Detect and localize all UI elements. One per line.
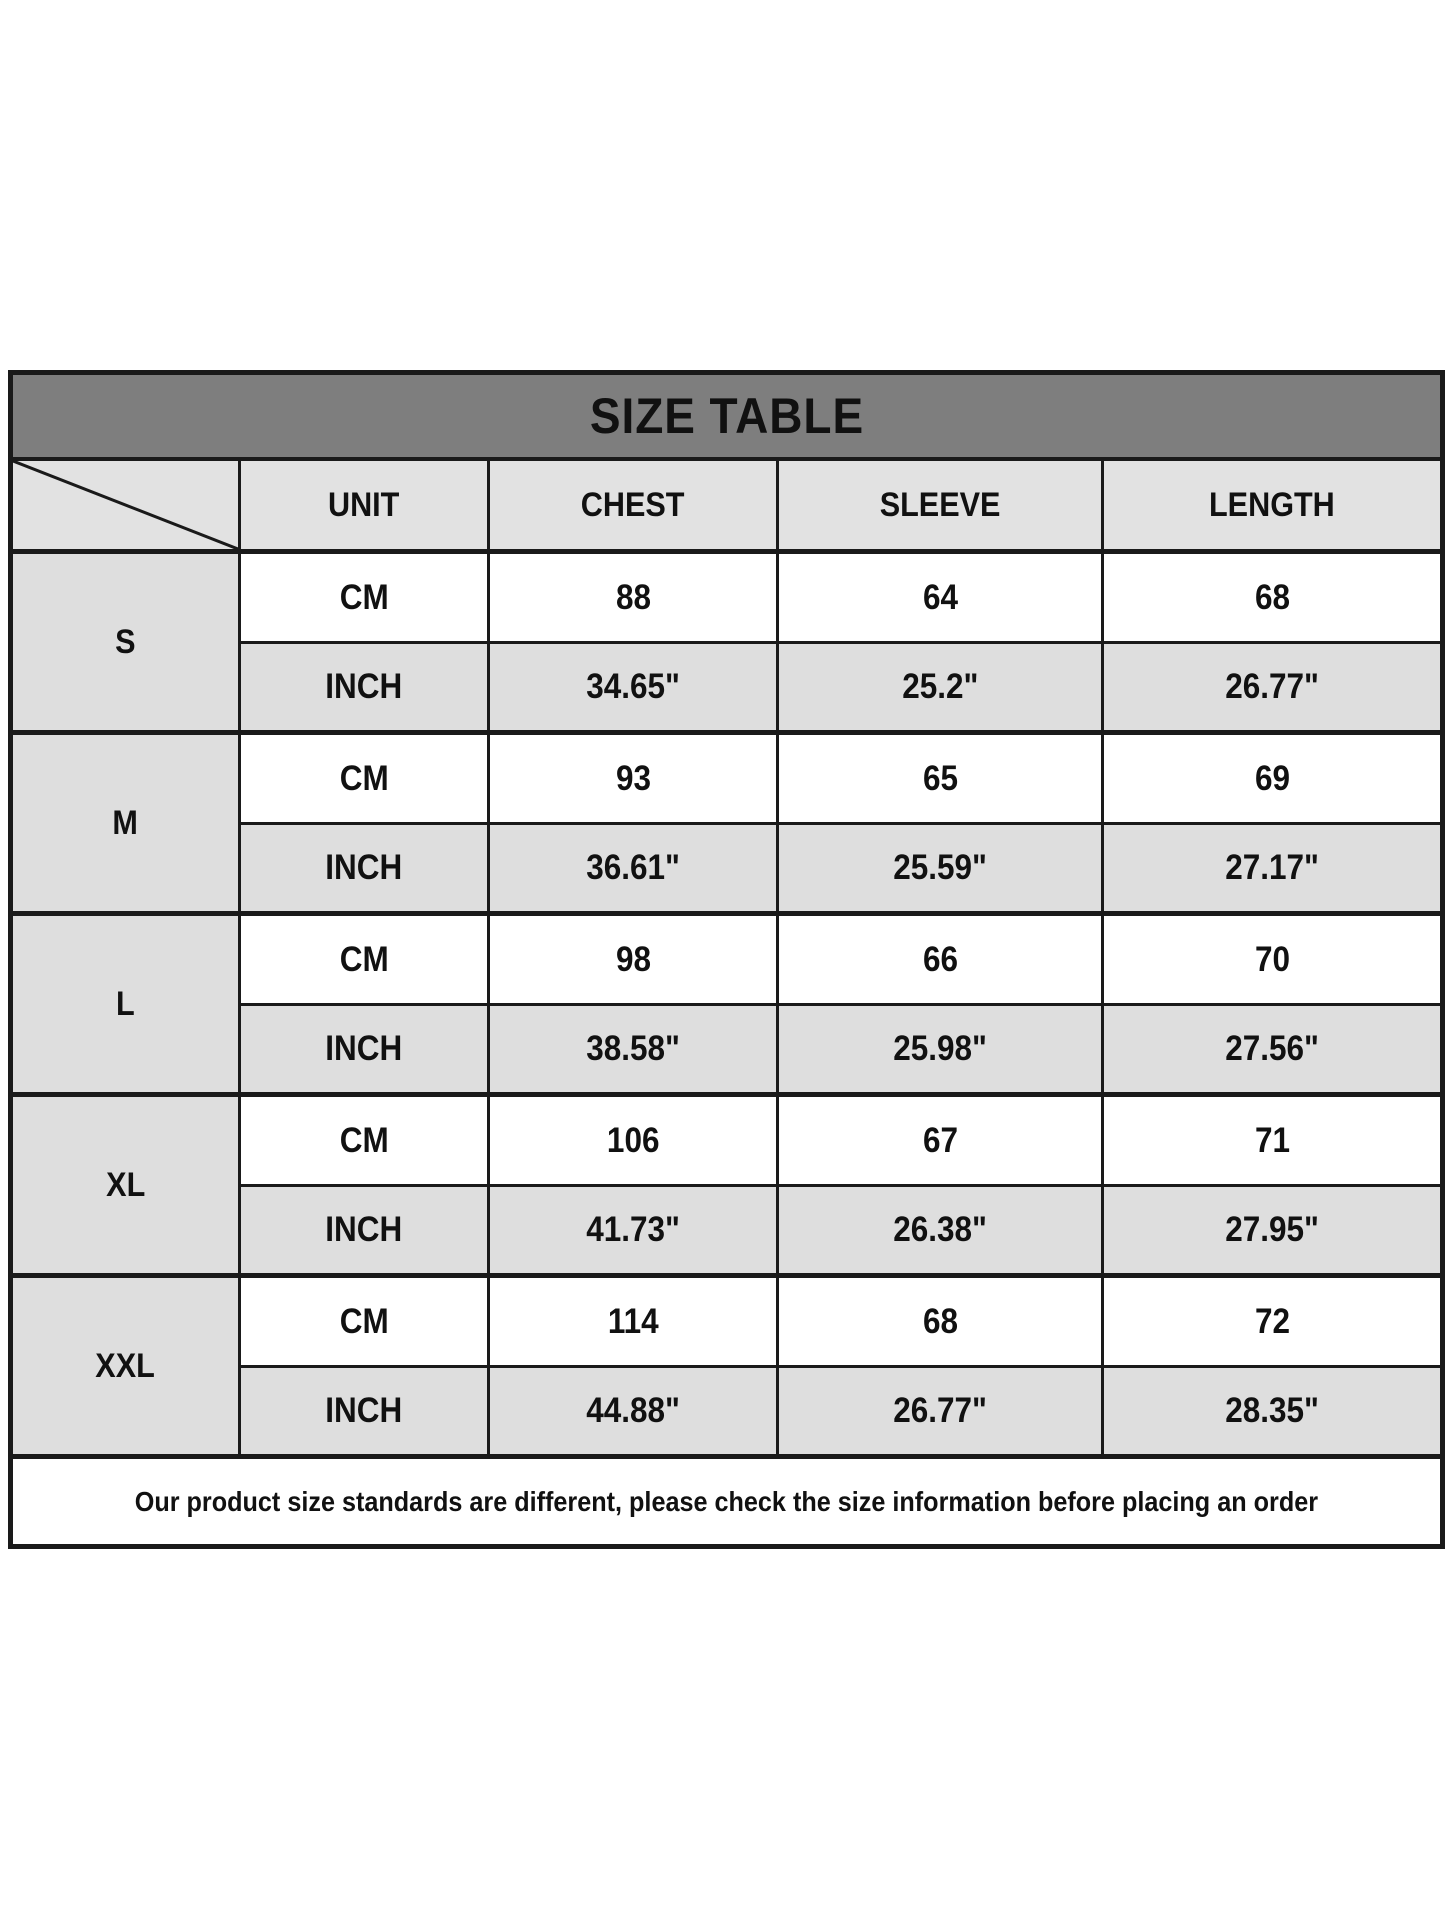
row-xl-cm [11,1095,1443,1186]
cell-m-inch-chest: 36.61" [489,824,778,914]
cell-xxl-cm-unit: CM [240,1276,489,1367]
cell-s-cm-unit: CM [240,552,489,643]
col-header-sleeve: SLEEVE [778,459,1103,552]
cell-l-inch-length: 27.56" [1103,1005,1443,1095]
table-title: SIZE TABLE [589,388,864,444]
size-label-l: L [11,914,240,1095]
cell-s-inch-chest: 34.65" [489,643,778,733]
cell-m-cm-chest: 93 [489,733,778,824]
cell-xl-cm-chest: 106 [489,1095,778,1186]
cell-s-inch-unit: INCH [240,643,489,733]
cell-s-cm-chest: 88 [489,552,778,643]
cell-xxl-cm-chest: 114 [489,1276,778,1367]
row-m-cm [11,733,1443,824]
col-header-chest: CHEST [489,459,778,552]
cell-l-cm-unit: CM [240,914,489,1005]
cell-xl-inch-sleeve: 26.38" [778,1186,1103,1276]
size-table [8,370,1445,1549]
cell-xxl-inch-chest: 44.88" [489,1367,778,1457]
cell-l-inch-unit: INCH [240,1005,489,1095]
row-l-cm [11,914,1443,1005]
col-header-unit: UNIT [240,459,489,552]
cell-xl-inch-length: 27.95" [1103,1186,1443,1276]
cell-l-inch-sleeve: 25.98" [778,1005,1103,1095]
title-row [11,373,1443,460]
col-header-length: LENGTH [1103,459,1443,552]
cell-s-cm-length: 68 [1103,552,1443,643]
cell-xl-cm-unit: CM [240,1095,489,1186]
note-row [11,1457,1443,1547]
cell-m-inch-sleeve: 25.59" [778,824,1103,914]
diagonal-line-icon [13,461,238,549]
cell-l-cm-chest: 98 [489,914,778,1005]
cell-s-cm-sleeve: 64 [778,552,1103,643]
row-s-cm [11,552,1443,643]
size-label-xl: XL [11,1095,240,1276]
cell-xl-inch-unit: INCH [240,1186,489,1276]
cell-xl-cm-sleeve: 67 [778,1095,1103,1186]
column-header-row [11,459,1443,552]
table-title-cell [11,373,1443,460]
cell-xl-cm-length: 71 [1103,1095,1443,1186]
row-xxl-cm [11,1276,1443,1367]
cell-xxl-cm-sleeve: 68 [778,1276,1103,1367]
cell-m-cm-unit: CM [240,733,489,824]
cell-xl-inch-chest: 41.73" [489,1186,778,1276]
cell-m-cm-sleeve: 65 [778,733,1103,824]
cell-xxl-cm-length: 72 [1103,1276,1443,1367]
size-label-s: S [11,552,240,733]
size-label-xxl: XXL [11,1276,240,1457]
size-note-text: Our product size standards are different, please check the size information before placing an order [134,1485,1319,1517]
cell-xxl-inch-sleeve: 26.77" [778,1367,1103,1457]
cell-m-inch-length: 27.17" [1103,824,1443,914]
cell-l-cm-length: 70 [1103,914,1443,1005]
cell-l-inch-chest: 38.58" [489,1005,778,1095]
cell-s-inch-sleeve: 25.2" [778,643,1103,733]
cell-m-inch-unit: INCH [240,824,489,914]
size-label-m: M [11,733,240,914]
cell-s-inch-length: 26.77" [1103,643,1443,733]
cell-xxl-inch-length: 28.35" [1103,1367,1443,1457]
cell-m-cm-length: 69 [1103,733,1443,824]
size-note-cell [11,1457,1443,1547]
corner-cell [11,459,240,552]
cell-xxl-inch-unit: INCH [240,1367,489,1457]
cell-l-cm-sleeve: 66 [778,914,1103,1005]
